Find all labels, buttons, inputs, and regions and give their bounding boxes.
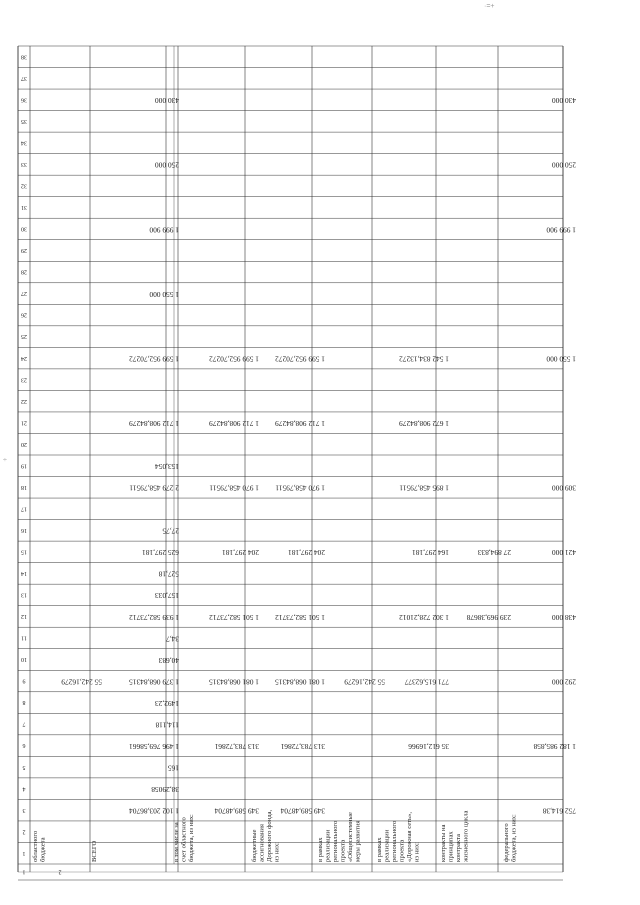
column-index-label: 15 xyxy=(21,548,27,555)
column-index-label: 17 xyxy=(21,505,27,512)
table-cell-value: 2 279 458,79511 xyxy=(129,483,179,493)
table-cell-value: 1 712 908,84279 xyxy=(209,419,259,429)
table-cell-value: 625 297,181 xyxy=(142,548,179,558)
column-index-label: 24 xyxy=(21,354,27,361)
column-index-label: 11 xyxy=(21,634,27,641)
column-index-label: 10 xyxy=(21,656,27,663)
column-index-label: 30 xyxy=(21,225,27,232)
row-header: в том числе засчет областногобюджета, из них: xyxy=(173,814,195,862)
column-index-label: 35 xyxy=(21,117,27,124)
column-index-label: 1 xyxy=(22,868,26,875)
table-cell-value: 1 599 952,70272 xyxy=(129,354,179,364)
column-index-label: 9 xyxy=(22,677,26,684)
table-cell-value: 164 297,181 xyxy=(412,548,449,558)
row-header: областногобюджета xyxy=(32,830,47,862)
table-cell-value: 292 000 xyxy=(551,677,576,687)
table-cell-value: 438 000 xyxy=(551,612,576,622)
table-cell-value: 165 xyxy=(167,763,179,773)
table-cell-value: 1 081 068,84315 xyxy=(275,677,325,687)
table-cell-value: 1 599 952,70272 xyxy=(209,354,259,364)
table-cell-value: 204 297,181 xyxy=(288,548,325,558)
table-cell-value: 1 599 952,70272 xyxy=(275,354,325,364)
table-cell-value: 1 379 068,84315 xyxy=(129,677,179,687)
table-cell-value: 752 614,38 xyxy=(542,806,576,816)
row-header: контракты напринципахконтрактажизненного цикла xyxy=(440,810,470,862)
row-header: в рамкахреализациирегиональногопроекта«Общесистемныемеры развития xyxy=(317,812,362,862)
column-index-label: 22 xyxy=(21,397,27,404)
row-header: ВСЕГО xyxy=(91,840,98,862)
table-cell-value: 250 000 xyxy=(154,160,179,170)
row-header: федеральногобюджета, из них: xyxy=(503,814,518,862)
table-cell-value: 250 000 xyxy=(551,160,576,170)
table-cell-value: 771 615,62377 xyxy=(404,677,449,687)
table-cell-value: 40,683 xyxy=(158,655,179,665)
column-index-label: 19 xyxy=(21,462,27,469)
column-index-label: 12 xyxy=(21,613,27,620)
table-cell-value: 1 970 458,79511 xyxy=(209,483,259,493)
table-cell-value: 349 589,48704 xyxy=(280,806,325,816)
table-cell-value: 309 000 xyxy=(551,483,576,493)
table-cell-value: 27,75 xyxy=(162,526,179,536)
column-index-label: 14 xyxy=(21,570,27,577)
table-cell-value: 1 501 582,73712 xyxy=(209,612,259,622)
table-cell-value: 313 783,72861 xyxy=(280,741,325,751)
column-index-label: 13 xyxy=(21,591,27,598)
table-cell-value: 1 496 769,58661 xyxy=(129,741,179,751)
table-cell-value: 349 589,48704 xyxy=(214,806,259,816)
column-index-label: 38 xyxy=(21,53,27,60)
column-index-label: 28 xyxy=(21,268,27,275)
table-cell-value: 1 102 203,86704 xyxy=(129,806,179,816)
table-cell-value: 1 302 728,21012 xyxy=(399,612,449,622)
column-index-label: 36 xyxy=(21,96,27,103)
column-index-label: 7 xyxy=(22,720,26,727)
table-cell-value: 34,7 xyxy=(166,634,179,644)
table-cell-value: 55 242,16279 xyxy=(344,677,385,687)
table-cell-value: 1 939 582,73712 xyxy=(129,612,179,622)
column-index-label: 37 xyxy=(21,74,27,81)
table-cell-value: 430 000 xyxy=(551,96,576,106)
table-cell-value: 313 783,72861 xyxy=(214,741,259,751)
page-corner-mark: ·=+ xyxy=(484,3,495,10)
table-cell-value: 1 895 458,79511 xyxy=(399,483,449,493)
table-cell-value: 204 297,181 xyxy=(222,548,259,558)
table-cell-value: 153,054 xyxy=(154,462,179,472)
margin-mark: ÷ xyxy=(3,457,7,464)
column-index-label: 23 xyxy=(21,376,27,383)
column-index-label: 20 xyxy=(21,440,27,447)
table-cell-value: 527,18 xyxy=(158,569,179,579)
column-index-label: 2 xyxy=(22,828,26,835)
table-cell-value: 1 501 582,73712 xyxy=(275,612,325,622)
table-cell-value: 1 999 900 xyxy=(546,225,576,235)
column-index-label: 32 xyxy=(21,182,27,189)
table-cell-value: 1 970 458,79511 xyxy=(275,483,325,493)
table-cell-value: 1 999 900 xyxy=(149,225,179,235)
table-cell-value: 1 712 908,84279 xyxy=(129,419,179,429)
table-cell-value: 27 894,833 xyxy=(477,548,511,558)
row-header: в рамкахреализациирегиональногопроекта«Дорожная сеть»,из них: xyxy=(376,812,421,862)
column-index-label: 34 xyxy=(21,139,27,146)
table-cell-value: 1492,23 xyxy=(154,698,179,708)
column-index-label: 1 xyxy=(22,849,26,856)
column-index-label: 4 xyxy=(22,785,26,792)
table-cell-value: 1 712 908,84279 xyxy=(275,419,325,429)
column-index-label: 5 xyxy=(22,763,26,770)
column-index-label: 3 xyxy=(22,806,26,813)
table-cell-value: 1 550 000 xyxy=(149,289,179,299)
table-cell-value: 430 000 xyxy=(154,96,179,106)
table-cell-value: 157,033 xyxy=(154,591,179,601)
table-cell-value: 114,118 xyxy=(155,720,179,730)
table-cell-value: 239 969,38678 xyxy=(466,612,511,622)
column-index-label: 16 xyxy=(21,526,27,533)
row-header: бюджетныеассигнованияДорожного фонда,из них: xyxy=(251,809,281,862)
table-cell-value: 35 612,16966 xyxy=(408,741,449,751)
column-index-label: 21 xyxy=(21,419,27,426)
column-index-label: 25 xyxy=(21,333,27,340)
column-index-label: 2 xyxy=(58,868,62,875)
column-index-label: 27 xyxy=(21,290,27,297)
table-cell-value: 1 550 000 xyxy=(546,354,576,364)
table-cell-value: 1 542 834,13272 xyxy=(399,354,449,364)
table-cell-value: 421 000 xyxy=(551,548,576,558)
column-index-label: 31 xyxy=(21,204,27,211)
table-cell-value: 1 081 068,84315 xyxy=(209,677,259,687)
table-cell-value: 55 242,16279 xyxy=(61,677,102,687)
table-cell-value: 38,29058 xyxy=(151,784,179,794)
column-index-label: 8 xyxy=(22,699,26,706)
table-cell-value: 1 672 908,84279 xyxy=(399,419,449,429)
column-index-label: 26 xyxy=(21,311,27,318)
column-index-label: 6 xyxy=(22,742,26,749)
table-cell-value: 1 182 985,858 xyxy=(533,741,576,751)
column-index-label: 33 xyxy=(21,161,27,168)
column-index-label: 29 xyxy=(21,247,27,254)
column-index-label: 18 xyxy=(21,483,27,490)
